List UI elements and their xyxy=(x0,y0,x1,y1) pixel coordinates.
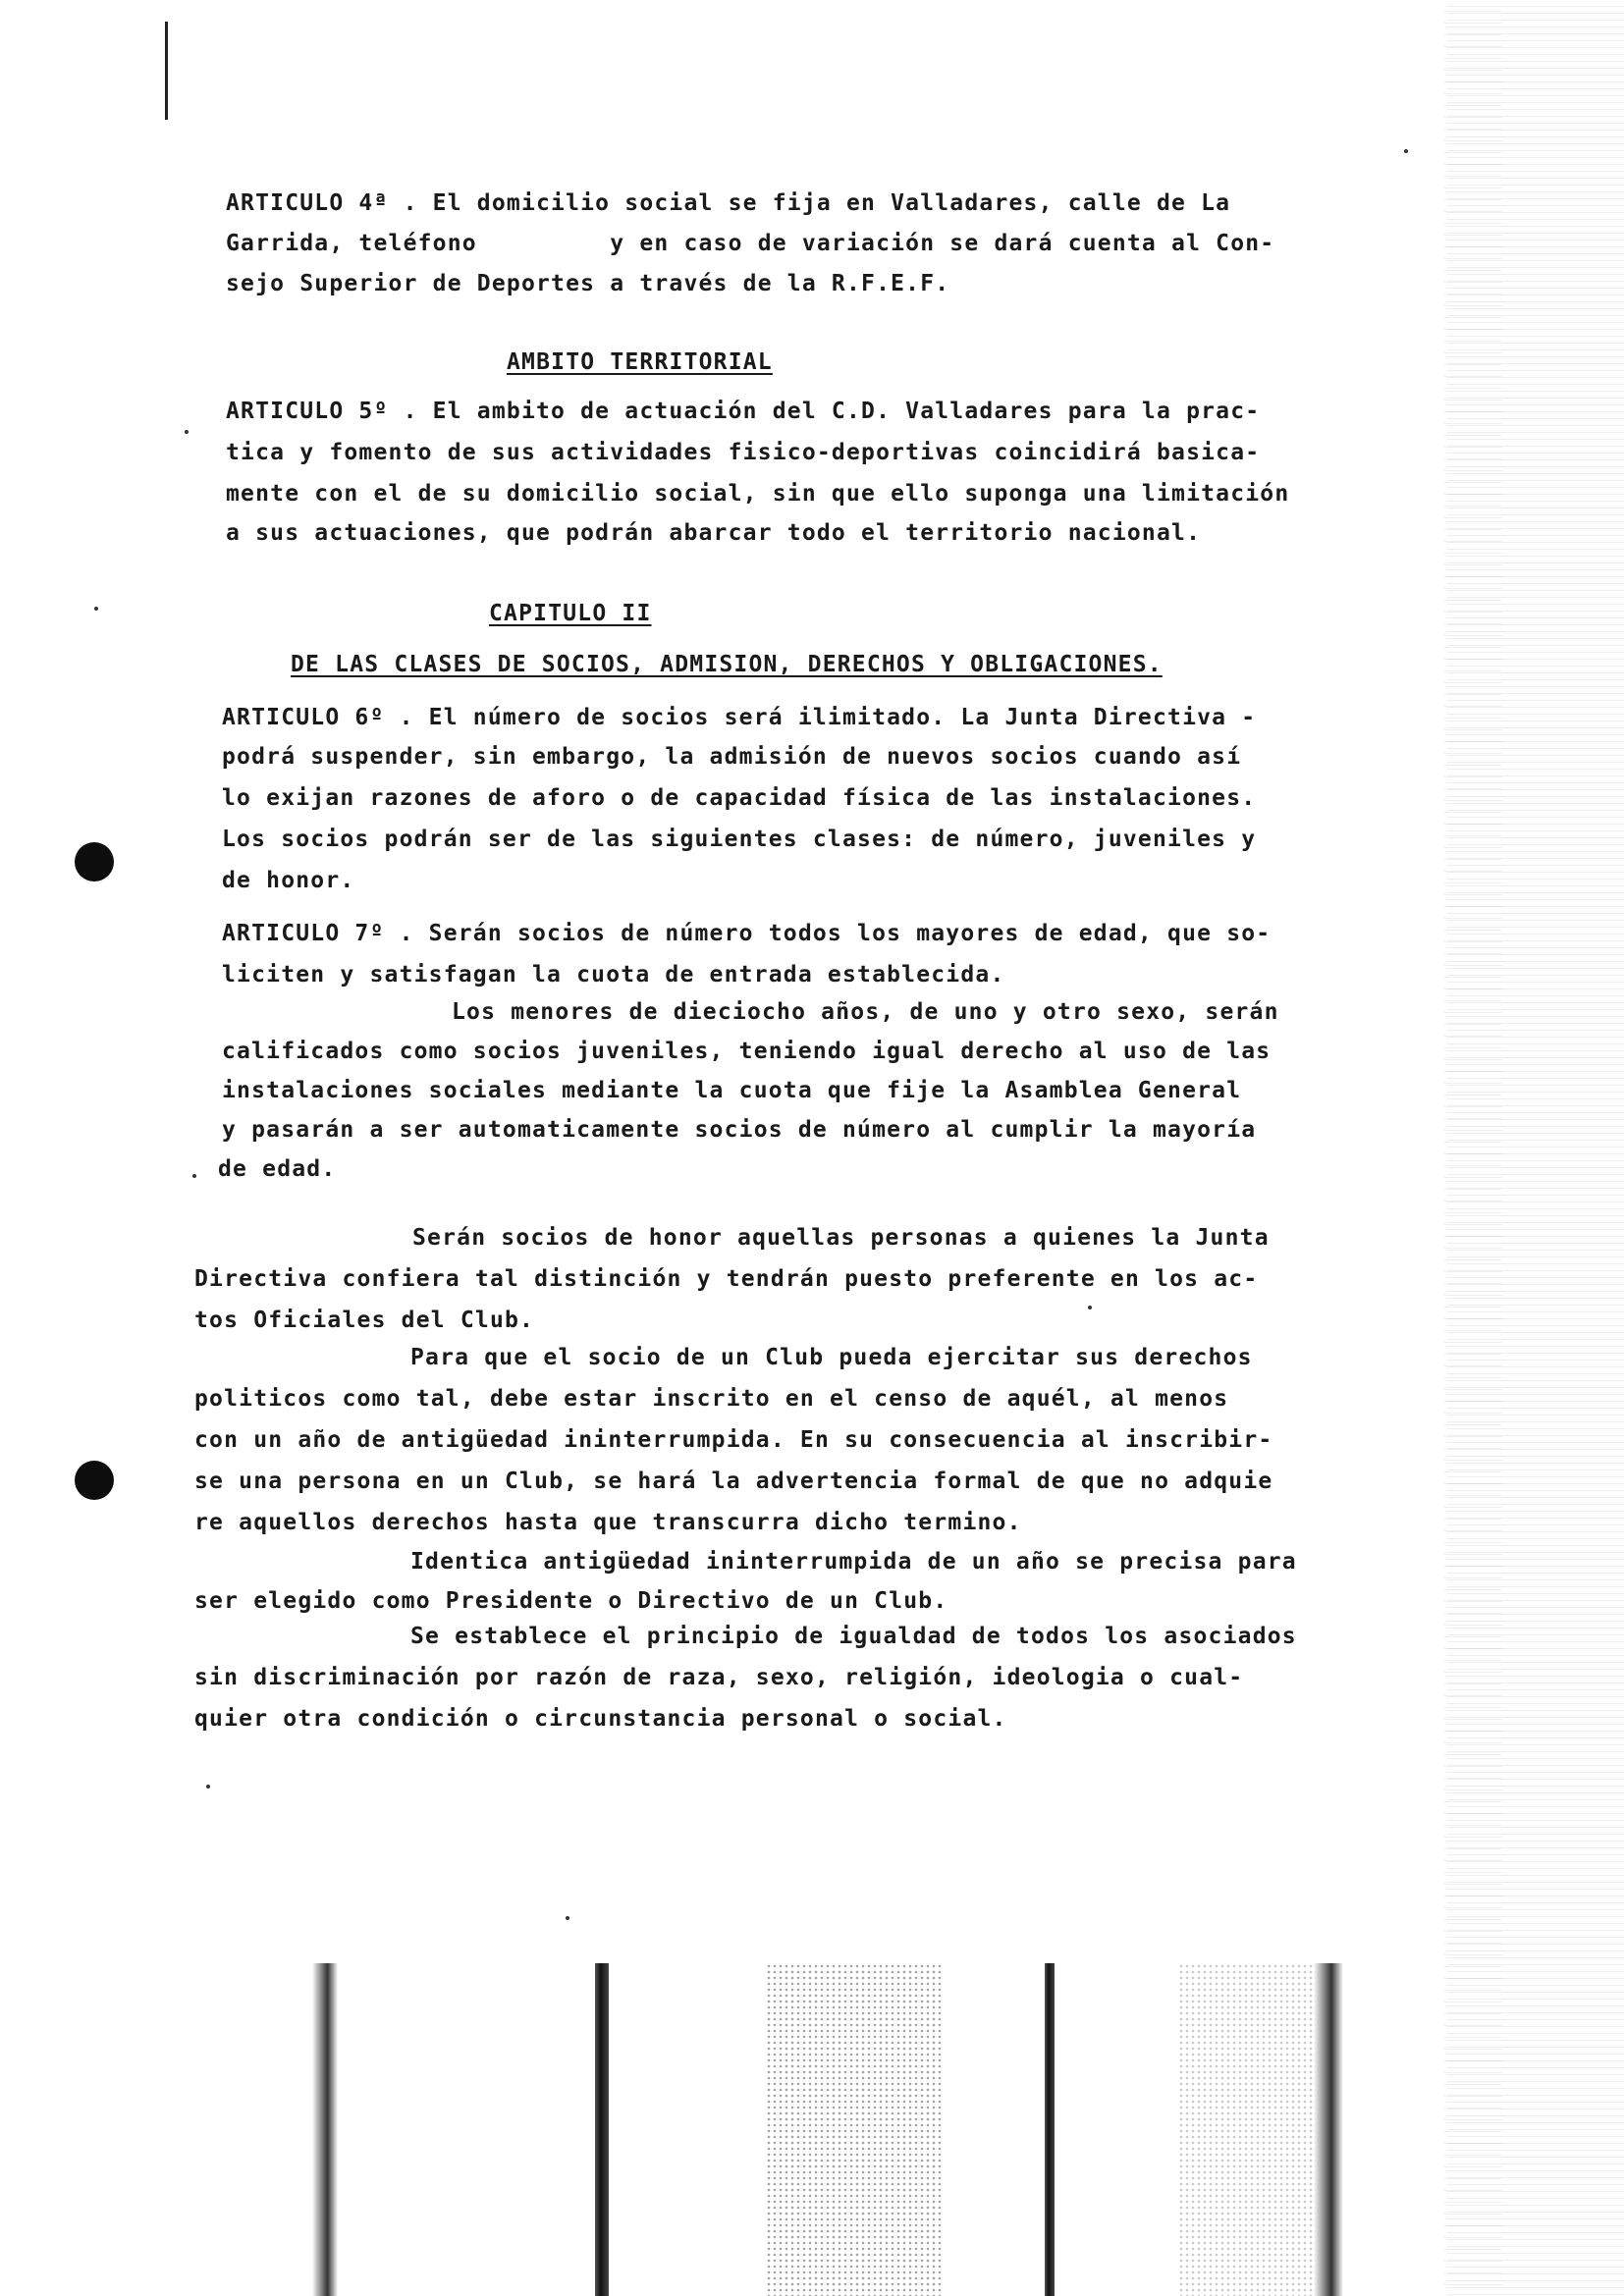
article-5-line-2: tica y fomento de sus actividades fisico-deportivas coincidirá basica- xyxy=(226,440,1261,465)
speck xyxy=(566,1916,569,1920)
punch-hole-bottom xyxy=(75,1461,114,1500)
punch-hole-top xyxy=(75,842,114,881)
honor-line-1: Serán socios de honor aquellas personas a quienes la Junta xyxy=(412,1225,1270,1251)
halftone-stripe-2 xyxy=(1178,1963,1316,2296)
halftone-stripe xyxy=(766,1963,943,2296)
speck xyxy=(192,1174,196,1178)
rights-line-5: re aquellos derechos hasta que transcurra dicho termino. xyxy=(194,1510,1022,1535)
binder-shadow-3 xyxy=(1045,1963,1055,2296)
article-5-line-3: mente con el de su domicilio social, sin que ello suponga una limitación xyxy=(226,481,1290,507)
article-6-line-4: Los socios podrán ser de las siguientes clases: de número, juveniles y xyxy=(222,827,1257,852)
article-5-line-4: a sus actuaciones, que podrán abarcar todo el territorio nacional. xyxy=(226,520,1202,546)
rights-line-3: con un año de antigüedad ininterrumpida. En su consecuencia al inscribir- xyxy=(194,1427,1273,1453)
article-7-line-6: y pasarán a ser automaticamente socios de número al cumplir la mayoría xyxy=(222,1117,1257,1143)
binder-shadow-4 xyxy=(1314,1963,1343,2296)
equality-line-3: quier otra condición o circunstancia personal o social. xyxy=(194,1706,1007,1732)
section-heading-ambito: AMBITO TERRITORIAL xyxy=(507,349,773,375)
article-6-line-5: de honor. xyxy=(222,868,355,893)
binder-shadow-2 xyxy=(595,1963,609,2296)
honor-line-3: tos Oficiales del Club. xyxy=(194,1308,535,1333)
seniority-line-2: ser elegido como Presidente o Directivo de un Club. xyxy=(194,1588,948,1614)
margin-rule-mark xyxy=(165,22,168,120)
article-7-line-1: ARTICULO 7º . Serán socios de número todos los mayores de edad, que so- xyxy=(222,921,1272,946)
article-7-line-3: Los menores de dieciocho años, de uno y otro sexo, serán xyxy=(452,999,1279,1025)
seniority-line-1: Identica antigüedad ininterrumpida de un año se precisa para xyxy=(410,1549,1297,1575)
article-7-line-2: liciten y satisfagan la cuota de entrada establecida. xyxy=(222,962,1005,988)
equality-line-2: sin discriminación por razón de raza, sexo, religión, ideologia o cual- xyxy=(194,1665,1244,1690)
speck xyxy=(94,607,98,611)
article-7-line-4: calificados como socios juveniles, teniendo igual derecho al uso de las xyxy=(222,1039,1272,1064)
speck xyxy=(206,1785,210,1789)
honor-line-2: Directiva confiera tal distinción y tendrán puesto preferente en los ac- xyxy=(194,1266,1259,1292)
speck xyxy=(1088,1306,1092,1309)
rights-line-4: se una persona en un Club, se hará la advertencia formal de que no adquie xyxy=(194,1468,1273,1494)
article-4-line-2: Garrida, teléfono y en caso de variación se dará cuenta al Con- xyxy=(226,231,1275,256)
equality-line-1: Se establece el principio de igualdad de todos los asociados xyxy=(410,1624,1297,1649)
chapter-subtitle: DE LAS CLASES DE SOCIOS, ADMISION, DERECHOS Y OBLIGACIONES. xyxy=(291,652,1163,677)
binder-shadow-1 xyxy=(312,1963,338,2296)
article-4-line-3: sejo Superior de Deportes a través de la R.F.E.F. xyxy=(226,271,950,296)
article-7-line-5: instalaciones sociales mediante la cuota que fije la Asamblea General xyxy=(222,1078,1242,1103)
article-4-line-1: ARTICULO 4ª . El domicilio social se fija en Valladares, calle de La xyxy=(226,190,1231,216)
article-7-line-7: de edad. xyxy=(218,1156,337,1182)
rights-line-1: Para que el socio de un Club pueda ejercitar sus derechos xyxy=(410,1345,1253,1370)
rights-line-2: politicos como tal, debe estar inscrito en el censo de aquél, al menos xyxy=(194,1386,1229,1412)
speck xyxy=(185,430,189,434)
article-6-line-1: ARTICULO 6º . El número de socios será ilimitado. La Junta Directiva - xyxy=(222,705,1257,730)
article-5-line-1: ARTICULO 5º . El ambito de actuación del C.D. Valladares para la prac- xyxy=(226,399,1261,424)
article-6-line-3: lo exijan razones de aforo o de capacidad física de las instalaciones. xyxy=(222,785,1257,811)
speck xyxy=(1404,149,1408,153)
scan-edge-noise-inner xyxy=(1443,0,1502,2296)
chapter-title: CAPITULO II xyxy=(489,601,652,626)
article-6-line-2: podrá suspender, sin embargo, la admisión de nuevos socios cuando así xyxy=(222,744,1242,770)
